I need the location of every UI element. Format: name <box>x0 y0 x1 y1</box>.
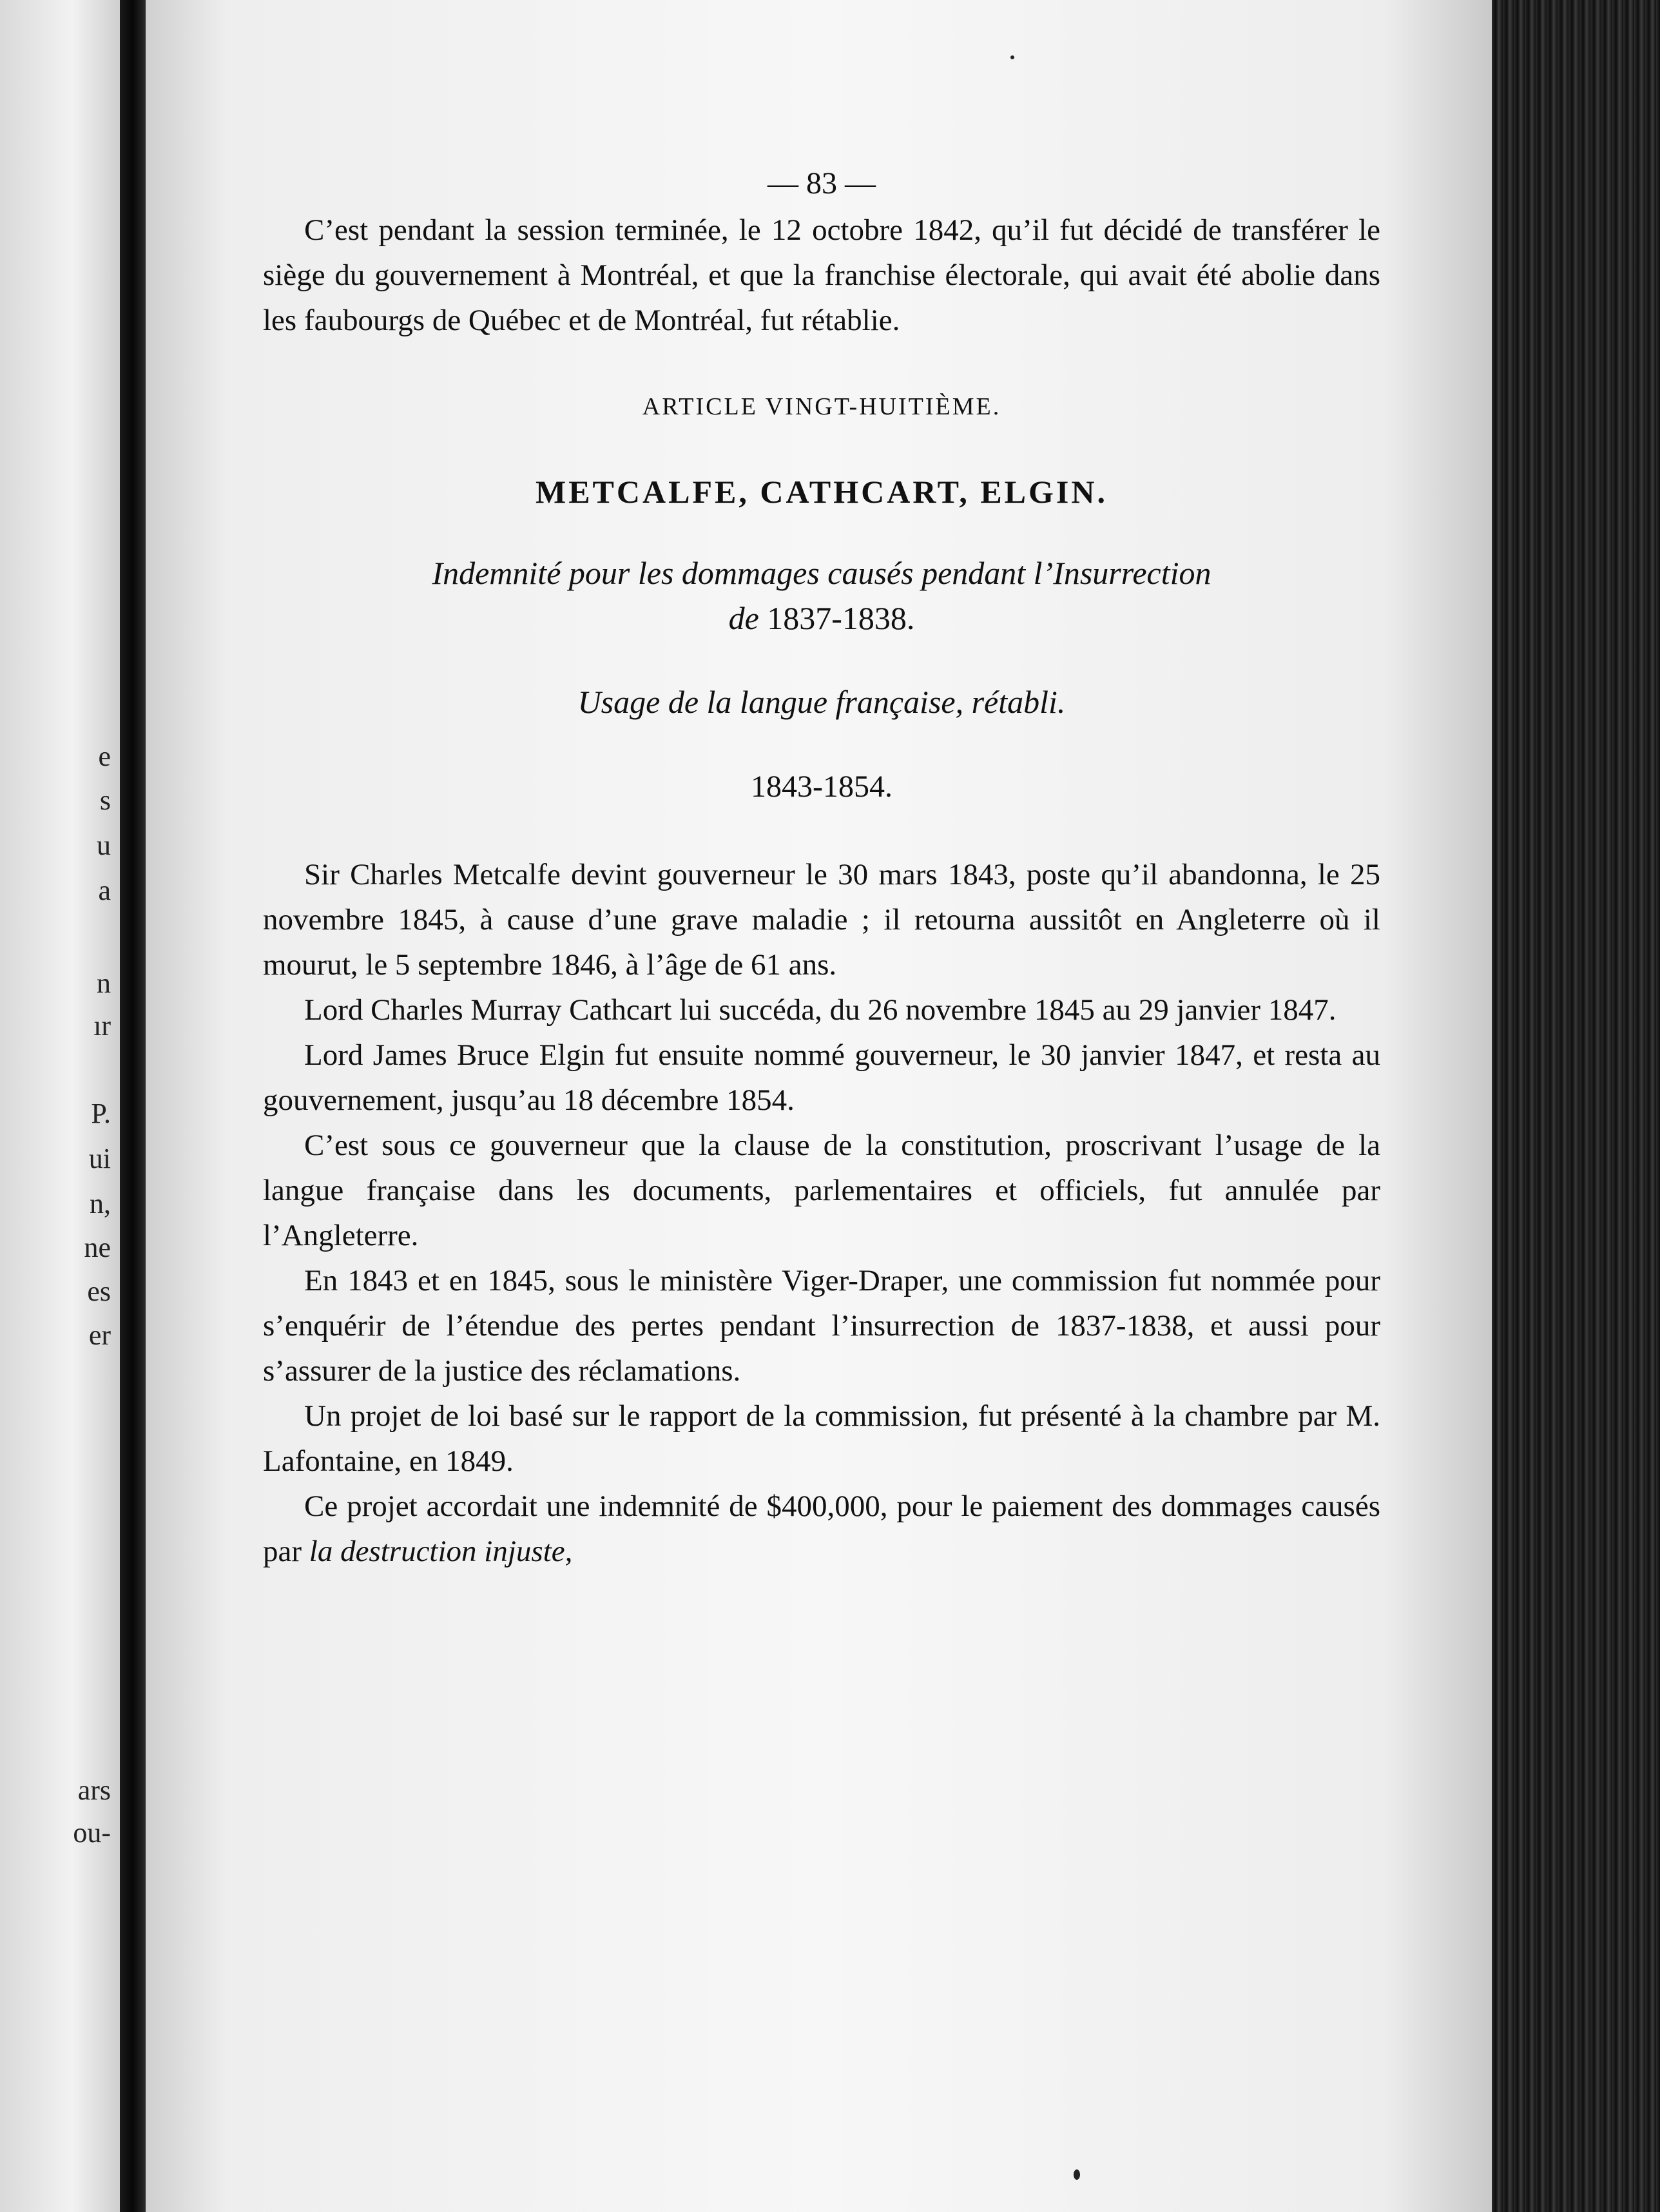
left-page-fragment: ars <box>77 1774 111 1806</box>
left-page-fragment: n <box>97 967 111 999</box>
subtitle-line-1: Indemnité pour les dommages causés pendant l’Insurrection <box>432 555 1211 591</box>
body-paragraph-last <box>263 1484 1380 1574</box>
left-page-fragment: ne <box>84 1232 111 1263</box>
chapter-subtitle <box>263 550 1380 641</box>
book-page <box>146 0 1492 2212</box>
left-page-fragment: ır <box>93 1010 111 1042</box>
chapter-title: METCALFE, CATHCART, ELGIN. <box>536 474 1108 510</box>
book-gutter <box>120 0 146 2212</box>
left-page-fragment: u <box>97 830 111 861</box>
print-speck <box>1010 55 1014 59</box>
page-edges <box>1492 0 1660 2212</box>
left-page-fragment: s <box>99 784 111 816</box>
body-paragraph: Lord James Bruce Elgin fut ensuite nommé gouverneur, le 30 janvier 1847, et resta au gouvernement, jusqu’au 18 décembre 1854. <box>263 1038 1380 1117</box>
left-page-fragment: er <box>88 1319 111 1351</box>
subtitle-line-2-italic: de <box>728 600 759 636</box>
left-page-fragment: P. <box>91 1098 111 1129</box>
date-range: 1843-1854. <box>751 770 893 804</box>
intro-paragraph: C’est pendant la session terminée, le 12 octobre 1842, qu’il fut décidé de transférer le siège du gouvernement à Montréal, et que la franchise électorale, qui avait été abolie dans les faubourgs de Québec et de Montréal, fut rétablie. <box>263 213 1380 337</box>
subtitle-line-2-dates: 1837-1838. <box>767 600 915 636</box>
left-page-fragment: es <box>87 1276 111 1307</box>
left-page-fragment: e <box>98 741 111 772</box>
left-page-fragment: n, <box>90 1188 111 1219</box>
body-paragraph: Un projet de loi basé sur le rapport de la commission, fut présenté à la chambre par M. Lafontaine, en 1849. <box>263 1399 1380 1478</box>
page-number: — 83 — <box>767 166 876 200</box>
page-text <box>263 161 1380 1574</box>
body-paragraphs <box>263 852 1380 1574</box>
adjacent-page-strip <box>0 0 120 2212</box>
body-paragraph: Sir Charles Metcalfe devint gouverneur le 30 mars 1843, poste qu’il abandonna, le 25 novembre 1845, à cause d’une grave maladie ; il retourna aussitôt en Angleterre où il mourut, le 5 septembre 1846, à l’âge de 61 ans. <box>263 858 1380 982</box>
article-heading: ARTICLE VINGT-HUITIÈME. <box>642 393 1001 420</box>
last-paragraph-italic: la destruction injuste, <box>309 1535 573 1568</box>
left-page-fragment: ou- <box>73 1817 111 1848</box>
left-page-fragment: ui <box>88 1143 111 1174</box>
left-page-fragment: a <box>98 875 111 906</box>
body-paragraph: Lord Charles Murray Cathcart lui succéda, du 26 novembre 1845 au 29 janvier 1847. <box>304 993 1337 1027</box>
print-speck <box>1074 2169 1080 2180</box>
body-paragraph: En 1843 et en 1845, sous le ministère Viger-Draper, une commission fut nommée pour s’enquérir de l’étendue des pertes pendant l’insurrection de 1837-1838, et aussi pour s’assurer de la justice des réclamations. <box>263 1264 1380 1388</box>
chapter-subtitle-second: Usage de la langue française, rétabli. <box>577 684 1066 720</box>
last-paragraph-text: Ce projet accordait une indemnité de $400,000, pour le paiement des dommages causés par <box>263 1489 1380 1568</box>
body-paragraph: C’est sous ce gouverneur que la clause de la constitution, proscrivant l’usage de la langue française dans les documents, parlementaires et officiels, fut annulée par l’Angleterre. <box>263 1129 1380 1252</box>
